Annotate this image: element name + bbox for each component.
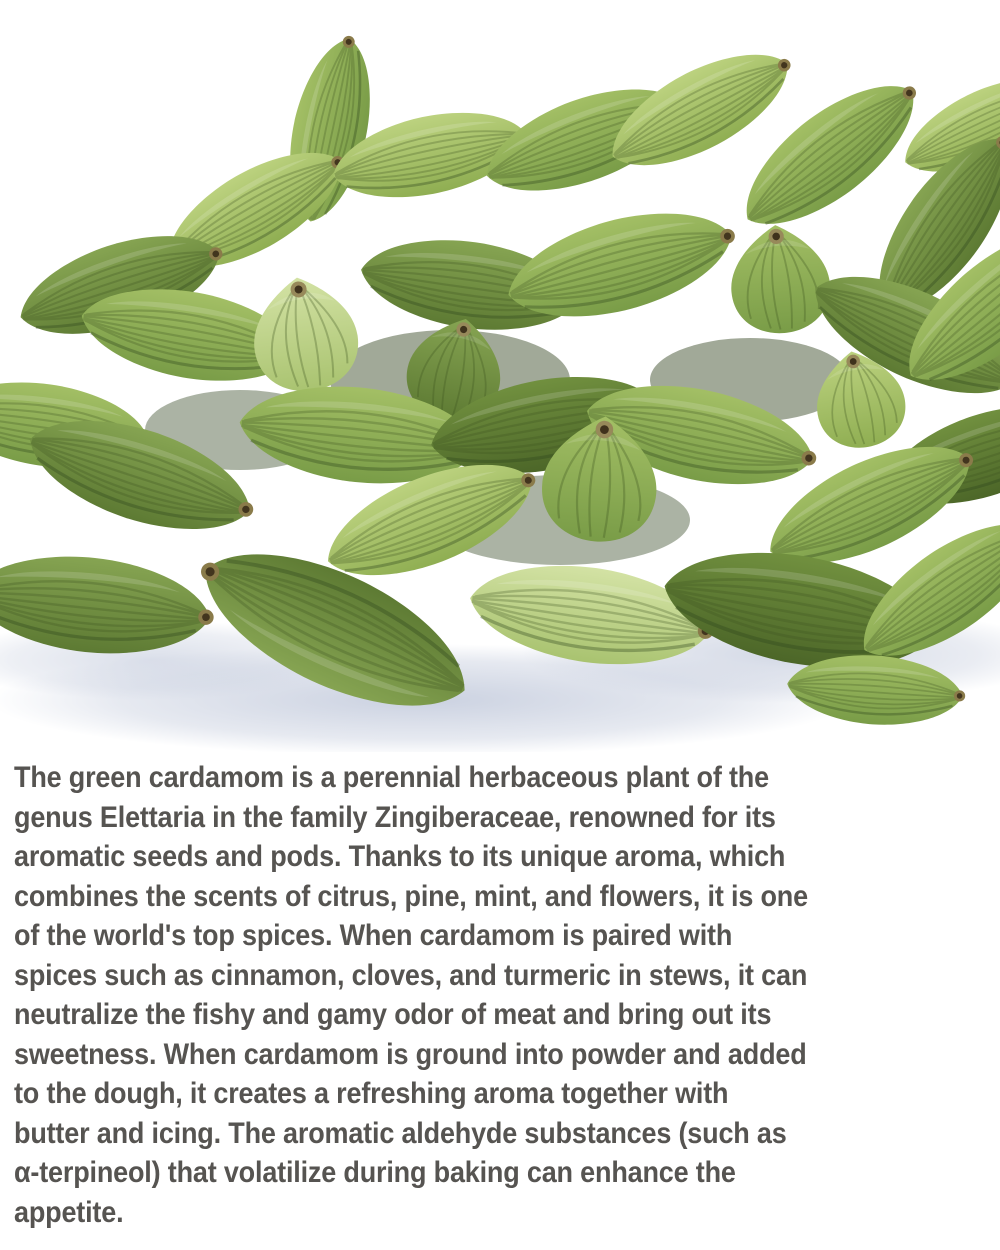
- caption-line: genus Elettaria in the family Zingiberaceae, renowned for its: [14, 800, 776, 834]
- caption-line: sweetness. When cardamom is ground into powder and added: [14, 1037, 807, 1071]
- caption-line: butter and icing. The aromatic aldehyde substances (such as: [14, 1116, 787, 1150]
- caption-line: combines the scents of citrus, pine, mint, and flowers, it is one: [14, 879, 808, 913]
- caption-line: α-terpineol) that volatilize during baking can enhance the: [14, 1156, 736, 1189]
- caption-line: The green cardamom is a perennial herbaceous plant of the: [14, 761, 769, 794]
- caption-line: aromatic seeds and pods. Thanks to its unique aroma, which: [14, 840, 786, 873]
- article-paragraph: [14, 758, 1000, 1232]
- article-text: [0, 752, 1000, 1232]
- caption-line: of the world's top spices. When cardamom is paired with: [14, 919, 733, 952]
- caption-line: neutralize the fishy and gamy odor of meat and bring out its: [14, 998, 772, 1031]
- caption-line: appetite.: [14, 1195, 124, 1229]
- caption-line: spices such as cinnamon, cloves, and turmeric in stews, it can: [14, 958, 808, 992]
- caption-line: to the dough, it creates a refreshing aroma together with: [14, 1077, 729, 1110]
